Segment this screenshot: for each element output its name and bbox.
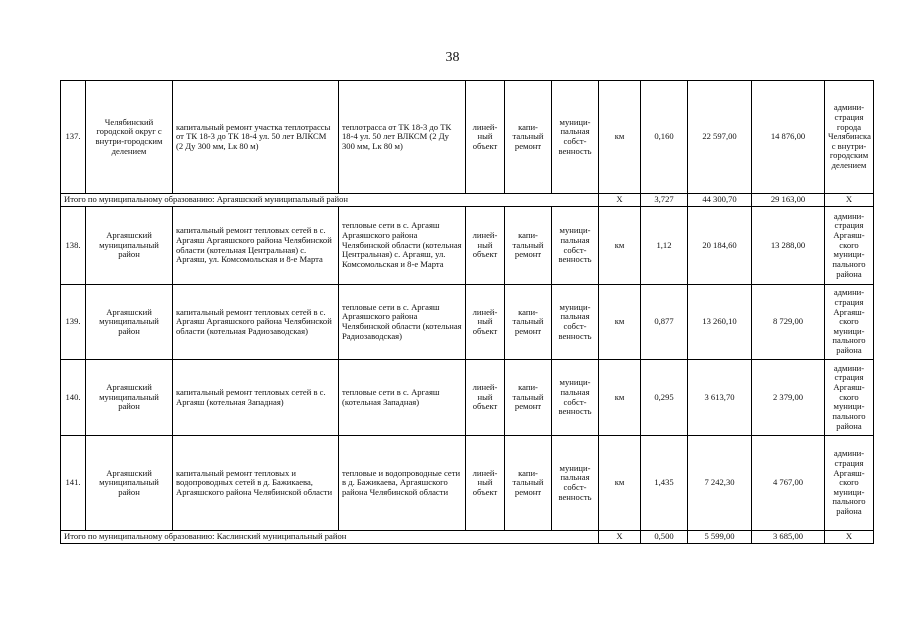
work-description-cell: капитальный ремонт тепловых сетей в с. Аргаяш Аргаяшского района Челябинской области (котельная Радиозаводская) bbox=[173, 285, 339, 360]
object-type-cell: линей-ный объект bbox=[466, 81, 505, 194]
work-description-cell: капитальный ремонт тепловых сетей в с. Аргаяш (котельная Западная) bbox=[173, 360, 339, 436]
unit-cell: км bbox=[599, 207, 641, 285]
subsidy-cell: 8 729,00 bbox=[752, 285, 825, 360]
total-row-argayash bbox=[61, 194, 874, 207]
municipality-cell: Аргаяшский муниципальный район bbox=[86, 436, 173, 531]
total-cost: 44 300,70 bbox=[688, 194, 752, 207]
work-type-cell: капи-тальный ремонт bbox=[505, 285, 552, 360]
page-number: 38 bbox=[445, 50, 460, 65]
subsidy-cell: 4 767,00 bbox=[752, 436, 825, 531]
table-row bbox=[61, 436, 874, 531]
subsidy-cell: 13 288,00 bbox=[752, 207, 825, 285]
subsidy-cell: 14 876,00 bbox=[752, 81, 825, 194]
work-description-cell: капитальный ремонт тепловых и водопроводных сетей в д. Бажикаева, Аргаяшского района Челябинской области bbox=[173, 436, 339, 531]
unit-cell: км bbox=[599, 360, 641, 436]
total-cost-cell: 3 613,70 bbox=[688, 360, 752, 436]
total-length: 3,727 bbox=[641, 194, 688, 207]
total-subsidy: 29 163,00 bbox=[752, 194, 825, 207]
length-cell: 0,160 bbox=[641, 81, 688, 194]
total-customer: X bbox=[825, 531, 874, 544]
unit-cell: км bbox=[599, 285, 641, 360]
customer-cell: админи-страция города Челябинска с внутри-городским делением bbox=[825, 81, 874, 194]
work-description-cell: капитальный ремонт участка теплотрассы от ТК 18-3 до ТК 18-4 ул. 50 лет ВЛКСМ (2 Ду 300 мм, Lк 80 м) bbox=[173, 81, 339, 194]
ownership-cell: муници-пальная собст-венность bbox=[552, 285, 599, 360]
table-row bbox=[61, 285, 874, 360]
object-cell: тепловые сети в с. Аргаяш (котельная Западная) bbox=[339, 360, 466, 436]
total-mark: X bbox=[599, 194, 641, 207]
total-subsidy: 3 685,00 bbox=[752, 531, 825, 544]
work-type-cell: капи-тальный ремонт bbox=[505, 436, 552, 531]
municipality-cell: Аргаяшский муниципальный район bbox=[86, 285, 173, 360]
municipality-cell: Челябинский городской округ с внутри-городским делением bbox=[86, 81, 173, 194]
ownership-cell: муници-пальная собст-венность bbox=[552, 436, 599, 531]
total-cost-cell: 7 242,30 bbox=[688, 436, 752, 531]
object-cell: тепловые сети в с. Аргаяш Аргаяшского района Челябинской области (котельная Центральная) с. Аргаяш, ул. Комсомольская и 8-е Марта bbox=[339, 207, 466, 285]
total-cost-cell: 13 260,10 bbox=[688, 285, 752, 360]
customer-cell: админи-страция Аргаяш-ского муници-пального района bbox=[825, 207, 874, 285]
length-cell: 0,295 bbox=[641, 360, 688, 436]
work-type-cell: капи-тальный ремонт bbox=[505, 360, 552, 436]
total-length: 0,500 bbox=[641, 531, 688, 544]
municipality-cell: Аргаяшский муниципальный район bbox=[86, 207, 173, 285]
total-mark: X bbox=[599, 531, 641, 544]
object-cell: тепловые сети в с. Аргаяш Аргаяшского района Челябинской области (котельная Радиозаводская) bbox=[339, 285, 466, 360]
unit-cell: км bbox=[599, 81, 641, 194]
row-number: 141. bbox=[61, 436, 86, 531]
ownership-cell: муници-пальная собст-венность bbox=[552, 207, 599, 285]
row-number: 140. bbox=[61, 360, 86, 436]
object-type-cell: линей-ный объект bbox=[466, 360, 505, 436]
total-label: Итого по муниципальному образованию: Аргаяшский муниципальный район bbox=[61, 194, 599, 207]
length-cell: 1,435 bbox=[641, 436, 688, 531]
row-number: 138. bbox=[61, 207, 86, 285]
total-label: Итого по муниципальному образованию: Каслинский муниципальный район bbox=[61, 531, 599, 544]
table-row bbox=[61, 360, 874, 436]
total-cost-cell: 22 597,00 bbox=[688, 81, 752, 194]
length-cell: 1,12 bbox=[641, 207, 688, 285]
row-number: 139. bbox=[61, 285, 86, 360]
ownership-cell: муници-пальная собст-венность bbox=[552, 81, 599, 194]
total-row-kasli bbox=[61, 531, 874, 544]
ownership-cell: муници-пальная собст-венность bbox=[552, 360, 599, 436]
work-type-cell: капи-тальный ремонт bbox=[505, 207, 552, 285]
object-cell: тепловые и водопроводные сети в д. Бажикаева, Аргаяшского района Челябинской области bbox=[339, 436, 466, 531]
table-row bbox=[61, 207, 874, 285]
object-cell: теплотрасса от ТК 18-3 до ТК 18-4 ул. 50 лет ВЛКСМ (2 Ду 300 мм, Lк 80 м) bbox=[339, 81, 466, 194]
customer-cell: админи-страция Аргаяш-ского муници-пального района bbox=[825, 285, 874, 360]
customer-cell: админи-страция Аргаяш-ского муници-пального района bbox=[825, 436, 874, 531]
total-customer: X bbox=[825, 194, 874, 207]
work-type-cell: капи-тальный ремонт bbox=[505, 81, 552, 194]
customer-cell: админи-страция Аргаяш-ского муници-пального района bbox=[825, 360, 874, 436]
total-cost: 5 599,00 bbox=[688, 531, 752, 544]
object-type-cell: линей-ный объект bbox=[466, 436, 505, 531]
table-row bbox=[61, 81, 874, 194]
municipality-cell: Аргаяшский муниципальный район bbox=[86, 360, 173, 436]
subsidy-cell: 2 379,00 bbox=[752, 360, 825, 436]
object-type-cell: линей-ный объект bbox=[466, 285, 505, 360]
object-type-cell: линей-ный объект bbox=[466, 207, 505, 285]
work-description-cell: капитальный ремонт тепловых сетей в с. Аргаяш Аргаяшского района Челябинской области (котельная Центральная) с. Аргаяш, ул. Комсомольская и 8-е Марта bbox=[173, 207, 339, 285]
unit-cell: км bbox=[599, 436, 641, 531]
total-cost-cell: 20 184,60 bbox=[688, 207, 752, 285]
registry-table bbox=[60, 80, 874, 544]
row-number: 137. bbox=[61, 81, 86, 194]
length-cell: 0,877 bbox=[641, 285, 688, 360]
